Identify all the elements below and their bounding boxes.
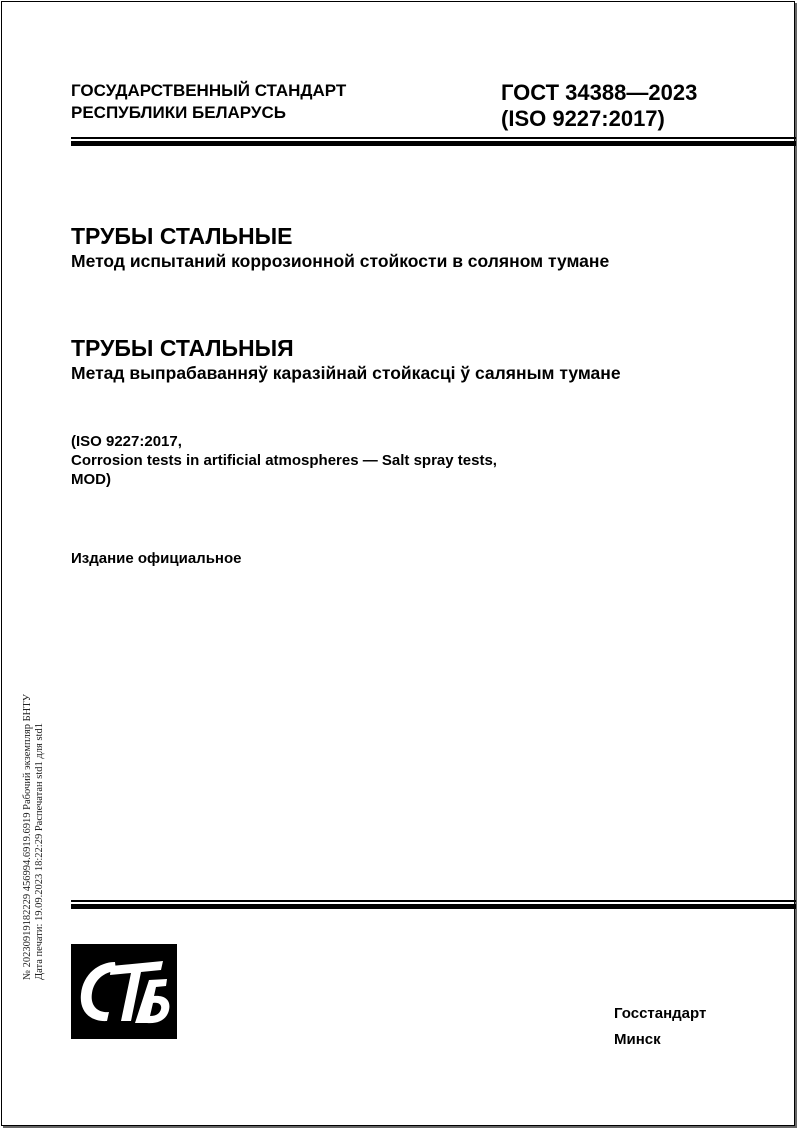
title-by-sub: Метад выпрабаванняў каразійнай стойкасці ў саляным тумане [71,363,621,383]
edition-label: Издание официальное [71,550,242,567]
print-stamp-line-2: Дата печати: 19.09.2023 18:22:29 Распечатан std1 для std1 [34,723,45,980]
title-ru-sub: Метод испытаний коррозионной стойкости в соляном тумане [71,251,610,271]
header-divider [71,137,796,146]
title-ru-main: ТРУБЫ СТАЛЬНЫЕ [71,223,293,249]
footer-divider [71,900,796,909]
iso-reference [71,432,497,489]
standard-iso-ref: (ISO 9227:2017) [501,106,665,131]
print-stamp [22,694,46,980]
publisher-block [614,1001,706,1053]
issuer-header [71,80,346,124]
print-stamp-line-1: № 20230919182229 456994.6919.6919 Рабочий экземпляр БНТУ [22,693,33,980]
iso-ref-line-2: Corrosion tests in artificial atmospheres — Salt spray tests, [71,452,497,469]
publisher-name: Госстандарт [614,1005,707,1022]
title-belarusian [71,335,621,384]
standard-designation [501,80,697,132]
stb-logo-icon [71,944,177,1039]
iso-ref-line-3: MOD) [71,471,111,488]
title-by-main: ТРУБЫ СТАЛЬНЫЯ [71,335,294,361]
issuer-line-2: РЕСПУБЛИКИ БЕЛАРУСЬ [71,103,286,122]
issuer-line-1: ГОСУДАРСТВЕННЫЙ СТАНДАРТ [71,81,347,100]
standard-number: ГОСТ 34388—2023 [501,80,698,105]
title-russian [71,223,609,272]
iso-ref-line-1: (ISO 9227:2017, [71,433,182,450]
publisher-city: Минск [614,1031,661,1048]
